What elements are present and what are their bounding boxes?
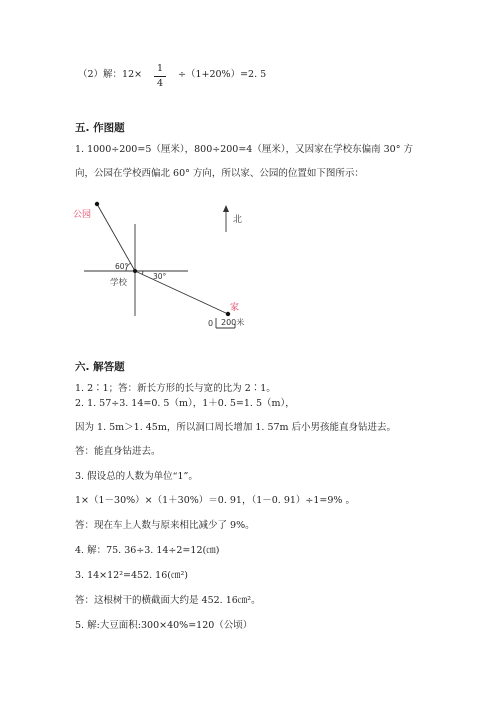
section6-line: 2. 1. 57÷3. 14=0. 5（m），1＋0. 5=1. 5（m）， [75, 398, 295, 409]
section6-line: 3. 假设总的人数为单位“1”。 [75, 471, 198, 482]
scale-label: 200米 [221, 318, 245, 327]
section6-line: 3. 14×12²=452. 16(㎝²) [75, 570, 188, 581]
north-label: 北 [233, 215, 243, 225]
section6-line: 1. 2∶1；答：新长方形的长与宽的比为 2∶1。 [75, 383, 276, 394]
section6-line: 5. 解:大豆面积:300×40%=120（公顷） [75, 620, 253, 631]
section6-line: 答：现在车上人数与原来相比减少了 9%。 [75, 520, 255, 531]
part2-prefix: （2）解：12× [78, 69, 143, 80]
section6-line: 1×（1－30%）×（1＋30%）＝0. 91，（1－0. 91）÷1=9% 。 [75, 495, 355, 506]
section6-line: 答：能直身钻进去。 [75, 446, 161, 457]
school-point [133, 269, 137, 273]
north-arrow-icon [223, 205, 229, 212]
angle-30-arc [142, 271, 143, 274]
section5-q1-line1: 1. 1000÷200=5（厘米），800÷200=4（厘米），又因家在学校东偏南 30° 方 [75, 144, 413, 155]
home-label: 家 [230, 303, 240, 313]
angle-60-label: 60° [115, 262, 129, 271]
scale-zero-label: 0 [208, 319, 214, 328]
part2-suffix: ÷（1+20%）=2. 5 [178, 69, 267, 80]
angle-30-label: 30° [153, 272, 167, 281]
section6-line: 4. 解：75. 36÷3. 14÷2=12(㎝) [75, 545, 220, 556]
fraction-numerator: 1 [156, 63, 164, 74]
line-to-park [97, 204, 135, 271]
fraction-denominator: 4 [156, 78, 164, 89]
park-label: 公园 [73, 210, 92, 220]
line-to-home [135, 271, 228, 314]
park-point [95, 202, 99, 206]
section5-q1-line2: 向，公园在学校西偏北 60° 方向，所以家、公园的位置如下图所示： [75, 168, 364, 179]
section5-title: 五. 作图题 [75, 122, 125, 134]
school-label: 学校 [110, 278, 128, 288]
section6-line: 答：这根树干的横截面大约是 452. 16㎝²。 [75, 595, 261, 606]
section6-line: 因为 1. 5m＞1. 45m，所以洞口周长增加 1. 57m 后小男孩能直身钻进去。 [75, 422, 397, 433]
section6-title: 六. 解答题 [75, 361, 125, 373]
